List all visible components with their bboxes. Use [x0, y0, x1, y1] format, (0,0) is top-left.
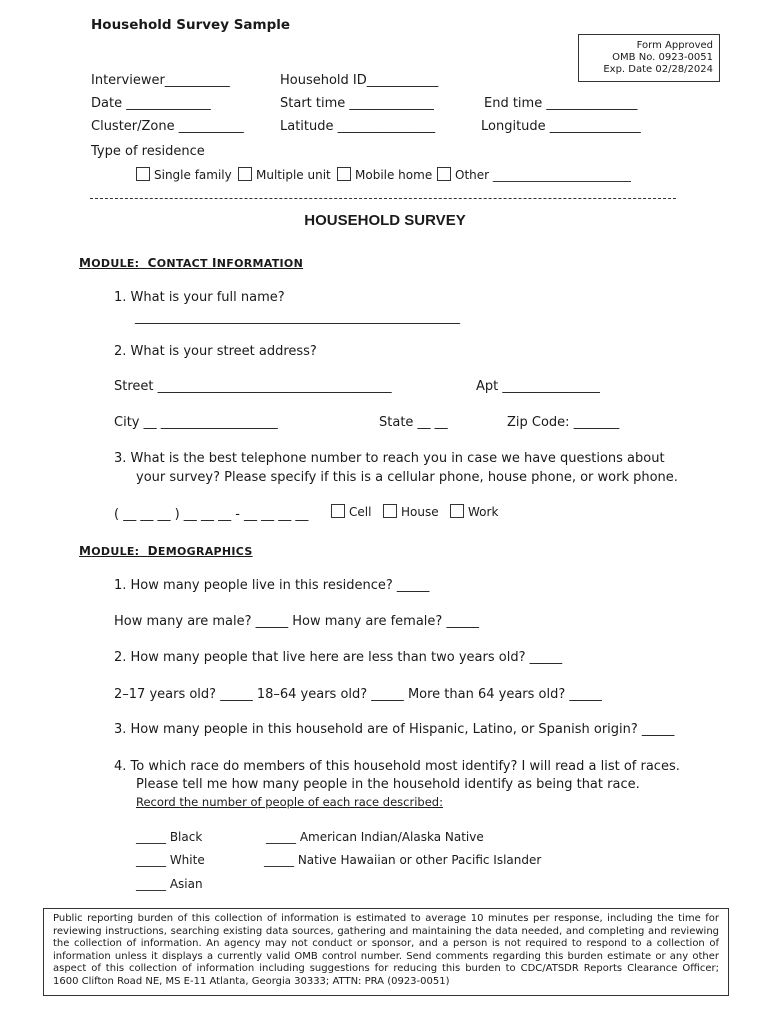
- state-field[interactable]: State __ __: [379, 415, 448, 430]
- question-under-two: 2. How many people that live here are less than two years old? _____: [114, 650, 563, 665]
- omb-approval-box: [578, 34, 720, 82]
- question-full-name: 1. What is your full name?: [114, 290, 285, 305]
- longitude-field[interactable]: Longitude ______________: [481, 119, 641, 134]
- question-address: 2. What is your street address?: [114, 344, 317, 359]
- checkbox[interactable]: [383, 504, 397, 518]
- approval-line: OMB No. 0923-0051: [612, 52, 713, 63]
- module-contact-heading: MODULE: CONTACT INFORMATION: [79, 256, 304, 270]
- survey-heading: HOUSEHOLD SURVEY: [304, 212, 466, 229]
- end-time-field[interactable]: End time ______________: [484, 96, 638, 111]
- latitude-field[interactable]: Latitude _______________: [280, 119, 436, 134]
- residence-option-single-family[interactable]: Single family: [136, 167, 232, 182]
- phone-number-field[interactable]: ( __ __ __ ) __ __ __ - __ __ __ __: [114, 507, 309, 522]
- burden-statement: Public reporting burden of this collection of information is estimated to average 10 minutes per response, including the time for reviewing instructions, searching existing data sources, gathering and maintaining the data needed, and completing and reviewing the collection of information. An agency may not conduct or sponsor, and a person is not required to respond to a collection of information unless it displays a currently valid OMB control number. Send comments regarding this burden estimate or any other aspect of this collection of information including suggestions for reducing this burden to CDC/ATSDR Reports Clearance Officer; 1600 Clifton Road NE, MS E-11 Atlanta, Georgia 30333; ATTN: PRA (0923-0051): [43, 908, 729, 996]
- race-asian-field[interactable]: _____ Asian: [136, 877, 203, 891]
- phone-type-work[interactable]: Work: [450, 504, 498, 519]
- full-name-line[interactable]: __________________________________________________: [135, 310, 460, 325]
- race-native-hawaiian-field[interactable]: _____ Native Hawaiian or other Pacific Islander: [264, 853, 542, 867]
- age-group-fields[interactable]: 2–17 years old? _____ 18–64 years old? _____ More than 64 years old? _____: [114, 687, 602, 702]
- question-race-line2: Please tell me how many people in the household identify as being that race.: [136, 777, 640, 792]
- approval-line: Form Approved: [636, 40, 713, 51]
- zip-field[interactable]: Zip Code: _______: [507, 415, 620, 430]
- cluster-zone-field[interactable]: Cluster/Zone __________: [91, 119, 244, 134]
- race-black-field[interactable]: _____ Black: [136, 830, 203, 844]
- module-demographics-heading: MODULE: DEMOGRAPHICS: [79, 544, 253, 558]
- residence-option-mobile-home[interactable]: Mobile home: [337, 167, 432, 182]
- question-residents: 1. How many people live in this residence? _____: [114, 578, 430, 593]
- street-field[interactable]: Street ____________________________________: [114, 379, 392, 394]
- date-field[interactable]: Date _____________: [91, 96, 211, 111]
- question-hispanic: 3. How many people in this household are of Hispanic, Latino, or Spanish origin? _____: [114, 722, 675, 737]
- checkbox[interactable]: [238, 167, 252, 181]
- male-female-fields[interactable]: How many are male? _____ How many are female? _____: [114, 614, 479, 629]
- race-instruction: Record the number of people of each race described:: [136, 795, 443, 809]
- phone-type-house[interactable]: House: [383, 504, 439, 519]
- residence-type-label: Type of residence: [91, 144, 205, 159]
- residence-option-multiple-unit[interactable]: Multiple unit: [238, 167, 331, 182]
- approval-line: Exp. Date 02/28/2024: [603, 64, 713, 75]
- residence-option-other[interactable]: Other _______________________: [437, 167, 631, 182]
- start-time-field[interactable]: Start time _____________: [280, 96, 434, 111]
- interviewer-field[interactable]: Interviewer__________: [91, 73, 230, 88]
- race-american-indian-field[interactable]: _____ American Indian/Alaska Native: [266, 830, 484, 844]
- household-id-field[interactable]: Household ID___________: [280, 73, 439, 88]
- question-phone-line2: your survey? Please specify if this is a cellular phone, house phone, or work phone.: [136, 470, 678, 485]
- race-white-field[interactable]: _____ White: [136, 853, 205, 867]
- checkbox[interactable]: [136, 167, 150, 181]
- apt-field[interactable]: Apt _______________: [476, 379, 600, 394]
- question-phone-line1: 3. What is the best telephone number to reach you in case we have questions about: [114, 451, 665, 466]
- checkbox[interactable]: [437, 167, 451, 181]
- city-field[interactable]: City __ __________________: [114, 415, 278, 430]
- question-race-line1: 4. To which race do members of this household most identify? I will read a list of races.: [114, 759, 680, 774]
- checkbox[interactable]: [337, 167, 351, 181]
- phone-type-cell[interactable]: Cell: [331, 504, 371, 519]
- cut-divider: [90, 198, 676, 199]
- checkbox[interactable]: [450, 504, 464, 518]
- form-title: Household Survey Sample: [91, 17, 291, 33]
- checkbox[interactable]: [331, 504, 345, 518]
